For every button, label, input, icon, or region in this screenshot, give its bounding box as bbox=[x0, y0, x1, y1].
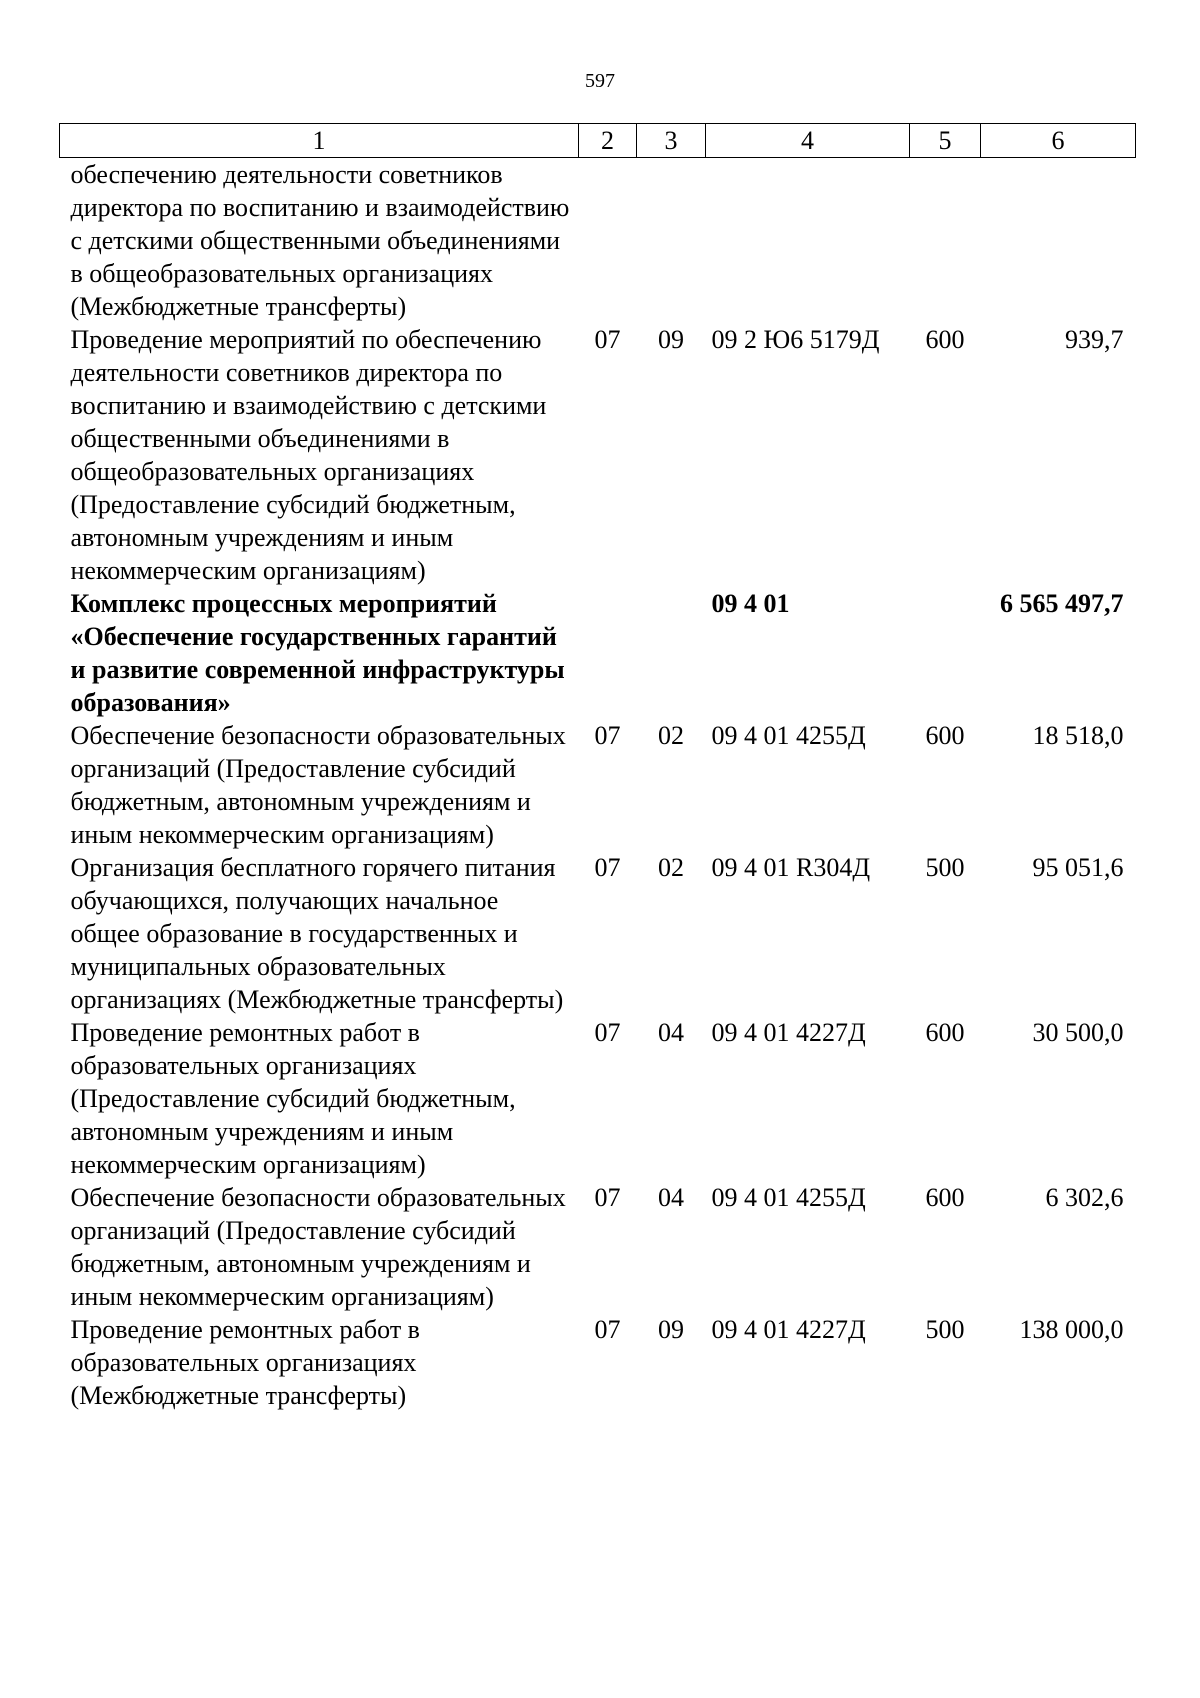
row-amount: 6 302,6 bbox=[1045, 1183, 1124, 1212]
table-row bbox=[60, 1313, 1136, 1412]
table-row-group-heading bbox=[60, 587, 1136, 719]
row-expense-type: 600 bbox=[925, 1183, 965, 1212]
row-description: Организация бесплатного горячего питания обучающихся, получающих начальное общее образование в государственных и муниципальных образовательных организациях (Межбюджетные трансферты) bbox=[70, 853, 564, 1014]
row-description: Обеспечение безопасности образовательных организаций (Предоставление субсидий бюджетным, автономным учреждениям и иным некоммерческим организациям) bbox=[70, 721, 566, 849]
row-subsection bbox=[637, 587, 706, 719]
row-expense-type bbox=[910, 587, 981, 719]
row-amount: 138 000,0 bbox=[1019, 1315, 1124, 1344]
row-expense-type: 500 bbox=[925, 853, 965, 882]
column-header-6: 6 bbox=[981, 124, 1136, 158]
table-row bbox=[60, 851, 1136, 1016]
row-target-article: 09 4 01 bbox=[711, 589, 790, 618]
row-target-article: 09 2 Ю6 5179Д bbox=[711, 325, 880, 354]
row-amount: 6 565 497,7 bbox=[1000, 589, 1124, 618]
table-body bbox=[60, 158, 1136, 1413]
row-description: Комплекс процессных мероприятий «Обеспечение государственных гарантий и развитие современной инфраструктуры образования» bbox=[70, 589, 565, 717]
row-section: 07 bbox=[594, 721, 621, 750]
column-header-3: 3 bbox=[637, 124, 706, 158]
row-target-article: 09 4 01 4255Д bbox=[711, 1183, 866, 1212]
row-expense-type: 600 bbox=[925, 325, 965, 354]
row-amount: 18 518,0 bbox=[1032, 721, 1124, 750]
row-section bbox=[579, 587, 637, 719]
row-description: Обеспечение безопасности образовательных организаций (Предоставление субсидий бюджетным, автономным учреждениям и иным некоммерческим организациям) bbox=[70, 1183, 566, 1311]
row-section: 07 bbox=[594, 1315, 621, 1344]
row-amount: 30 500,0 bbox=[1032, 1018, 1124, 1047]
row-subsection: 09 bbox=[658, 325, 684, 354]
column-header-2: 2 bbox=[579, 124, 637, 158]
page-number: 597 bbox=[585, 70, 615, 92]
row-amount: 939,7 bbox=[1065, 325, 1124, 354]
row-subsection: 04 bbox=[658, 1018, 684, 1047]
table-row bbox=[60, 158, 1136, 324]
row-amount bbox=[981, 158, 1136, 324]
row-subsection: 02 bbox=[658, 853, 684, 882]
row-amount: 95 051,6 bbox=[1032, 853, 1124, 882]
row-section: 07 bbox=[594, 325, 621, 354]
row-description: Проведение ремонтных работ в образовательных организациях (Предоставление субсидий бюджетным, автономным учреждениям и иным некоммерческим организациям) bbox=[70, 1018, 516, 1179]
column-header-1: 1 bbox=[60, 124, 579, 158]
table-row bbox=[60, 323, 1136, 587]
row-target-article: 09 4 01 R304Д bbox=[711, 853, 871, 882]
row-subsection: 09 bbox=[658, 1315, 684, 1344]
row-target-article: 09 4 01 4255Д bbox=[711, 721, 866, 750]
row-target-article bbox=[706, 158, 910, 324]
row-expense-type: 600 bbox=[925, 721, 965, 750]
table-row bbox=[60, 1181, 1136, 1313]
row-subsection bbox=[637, 158, 706, 324]
row-expense-type bbox=[910, 158, 981, 324]
row-expense-type: 600 bbox=[925, 1018, 965, 1047]
row-description: обеспечению деятельности советников директора по воспитанию и взаимодействию с детскими общественными объединениями в общеобразовательных организациях (Межбюджетные трансферты) bbox=[70, 160, 570, 321]
row-section: 07 bbox=[594, 1183, 621, 1212]
table-row bbox=[60, 719, 1136, 851]
row-section bbox=[579, 158, 637, 324]
row-description: Проведение мероприятий по обеспечению деятельности советников директора по воспитанию и взаимодействию с детскими общественными объединениями в общеобразовательных организациях (Предоставление субсидий бюджетным, автономным учреждениям и иным некоммерческим организациям) bbox=[70, 325, 547, 585]
row-target-article: 09 4 01 4227Д bbox=[711, 1018, 866, 1047]
row-subsection: 02 bbox=[658, 721, 684, 750]
row-subsection: 04 bbox=[658, 1183, 684, 1212]
row-section: 07 bbox=[594, 853, 621, 882]
row-description: Проведение ремонтных работ в образовательных организациях (Межбюджетные трансферты) bbox=[70, 1315, 420, 1410]
table-header bbox=[60, 124, 1136, 158]
row-expense-type: 500 bbox=[925, 1315, 965, 1344]
budget-table bbox=[59, 123, 1136, 1412]
column-header-4: 4 bbox=[706, 124, 910, 158]
row-target-article: 09 4 01 4227Д bbox=[711, 1315, 866, 1344]
column-header-5: 5 bbox=[910, 124, 981, 158]
row-section: 07 bbox=[594, 1018, 621, 1047]
table-row bbox=[60, 1016, 1136, 1181]
